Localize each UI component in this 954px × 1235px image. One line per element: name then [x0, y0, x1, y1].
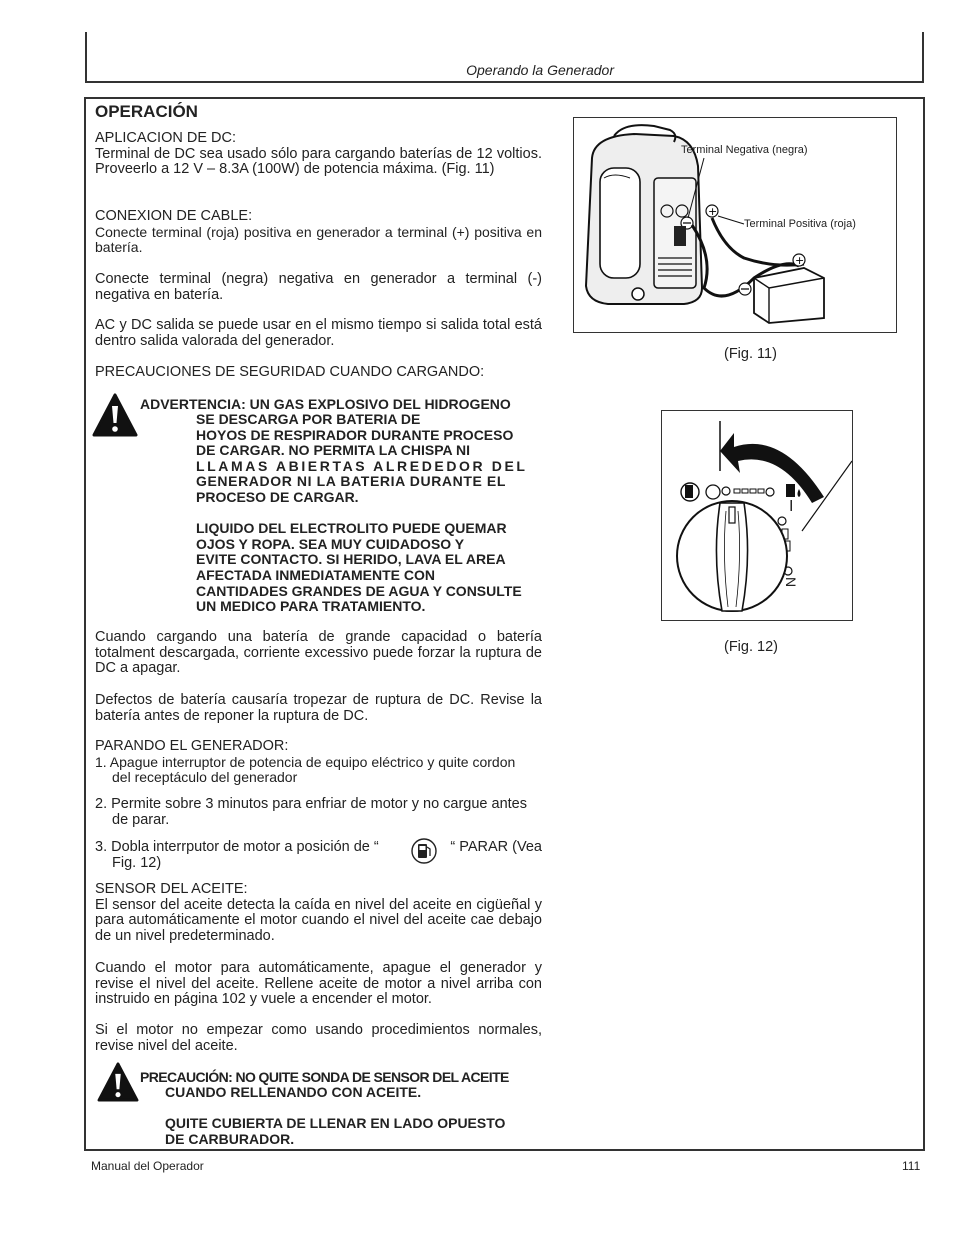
stopping-section — [95, 739, 542, 786]
caution-line: QUITE CUBIERTA DE LLENAR EN LADO OPUESTO — [165, 1115, 506, 1132]
stopping-item3-cont: Fig. 12) — [112, 854, 162, 871]
warning1-line: PROCESO DE CARGAR. — [196, 488, 359, 505]
stopping-item2: 2. Permite sobre 3 minutos para enfriar de motor y no cargue antes — [95, 796, 527, 812]
cable-connection — [95, 209, 542, 256]
caution-lead: PRECAUCIÓN: NO QUITE SONDA DE SENSOR DEL ACEITE — [140, 1069, 509, 1085]
warning1-line: AFECTADA INMEDIATAMENTE CON — [196, 566, 436, 583]
running-header: Operando la Generador — [466, 62, 614, 78]
oil-p3: Si el motor no empezar como usando procedimientos normales, revise nivel del aceite. — [95, 1022, 542, 1054]
warning1-body — [196, 412, 542, 615]
oil-heading: SENSOR DEL ACEITE: — [95, 881, 248, 897]
fuel-off-icon — [410, 837, 438, 865]
stopping-item3-end: “ PARAR (Vea — [450, 839, 542, 855]
stopping-item3: 3. Dobla interrputor de motor a posición de “ — [95, 839, 379, 855]
engine-switch-illustration — [662, 411, 852, 620]
warning1-line: LIQUIDO DEL ELECTROLITO PUEDE QUEMAR — [196, 520, 507, 537]
oil-p1: El sensor del aceite detecta la caída en nivel del aceite en cigüeñal y para automáticamente el motor cuando el nivel del aceite cae debajo de un nivel predeterminado. — [95, 896, 542, 944]
switch-off-label: N — [783, 576, 800, 588]
stopping-item2-cont: de parar. — [112, 811, 170, 828]
svg-text:+: + — [795, 254, 805, 267]
warning1-line: DE CARGAR. NO PERMITA LA CHISPA NI — [196, 442, 471, 459]
dc-text: Terminal de DC sea usado sólo para cargando baterías de 12 voltios. Proveerlo a 12 V – 8.3A (100W) de potencia máxima. (Fig. 11) — [95, 145, 542, 178]
dc-application — [95, 131, 542, 178]
dc-heading: APLICACION DE DC: — [95, 130, 236, 146]
stopping-item1-cont: del receptáculo del generador — [112, 769, 298, 786]
figure-12-caption: (Fig. 12) — [724, 639, 778, 655]
caution-line: CUANDO RELLENANDO CON ACEITE. — [165, 1084, 422, 1100]
caution-triangle-icon — [97, 1062, 139, 1102]
warning1-line: OJOS Y ROPA. SEA MUY CUIDADOSO Y — [196, 535, 465, 552]
figure-12-frame — [661, 410, 853, 621]
oil-section — [95, 882, 542, 944]
charging-p1: Cuando cargando una batería de grande capacidad o batería totalment descargada, corriente excessivo puede forzar la ruptura de DC a apagar. — [95, 629, 542, 677]
warning1-line: UN MEDICO PARA TRATAMIENTO. — [196, 598, 426, 615]
charging-p2: Defectos de batería causaría tropezar de ruptura de DC. Revise la batería antes de reponer la ruptura de DC. — [95, 692, 542, 724]
label-negative-terminal: Terminal Negativa (negra) — [681, 144, 808, 156]
cable-p2: Conecte terminal (negra) negativa en generador a terminal (-) negativa en batería. — [95, 271, 542, 303]
oil-p2: Cuando el motor para automáticamente, apague el generador y revise el nivel del aceite. Rellene aceite de motor a nivel arriba con instruido en página 102 y vuele a encender el motor. — [95, 960, 542, 1008]
caution-body — [165, 1085, 553, 1147]
switch-on-label: I — [789, 498, 794, 515]
warning1-lead: ADVERTENCIA: UN GAS EXPLOSIVO DEL HIDROGENO — [140, 396, 511, 412]
stopping-item3-block — [95, 840, 542, 871]
warning1-line: LLAMAS ABIERTAS ALREDEDOR DEL — [196, 457, 528, 474]
cable-p3: AC y DC salida se puede usar en el mismo tiempo si salida total está dentro salida valorada del generador. — [95, 317, 542, 349]
warning1-line: CANTIDADES GRANDES DE AGUA Y CONSULTE — [196, 582, 522, 599]
section-title: OPERACIÓN — [95, 102, 198, 121]
precautions-heading: PRECAUCIONES DE SEGURIDAD CUANDO CARGANDO: — [95, 364, 485, 380]
warning-triangle-icon — [92, 393, 138, 437]
footer-page-number: 111 — [902, 1159, 921, 1173]
caution-line: DE CARBURADOR. — [165, 1130, 295, 1147]
cable-heading: CONEXION DE CABLE: — [95, 208, 253, 224]
warning1-line: SE DESCARGA POR BATERIA DE — [196, 411, 421, 427]
stopping-heading: PARANDO EL GENERADOR: — [95, 738, 289, 754]
warning1-line: EVITE CONTACTO. SI HERIDO, LAVA EL AREA — [196, 551, 506, 568]
warning1-line: GENERADOR NI LA BATERIA DURANTE EL — [196, 473, 506, 490]
footer-manual-title: Manual del Operador — [91, 1159, 204, 1173]
figure-11-caption: (Fig. 11) — [724, 346, 777, 362]
stopping-item2-block — [95, 797, 542, 828]
stopping-item1: 1. Apague interruptor de potencia de equipo eléctrico y quite cordon — [95, 753, 516, 770]
warning1-line: HOYOS DE RESPIRADOR DURANTE PROCESO — [196, 426, 514, 443]
svg-text:+: + — [708, 205, 718, 218]
label-positive-terminal: Terminal Positiva (roja) — [744, 218, 856, 230]
cable-p1: Conecte terminal (roja) positiva en generador a terminal (+) positiva en batería. — [95, 223, 542, 256]
